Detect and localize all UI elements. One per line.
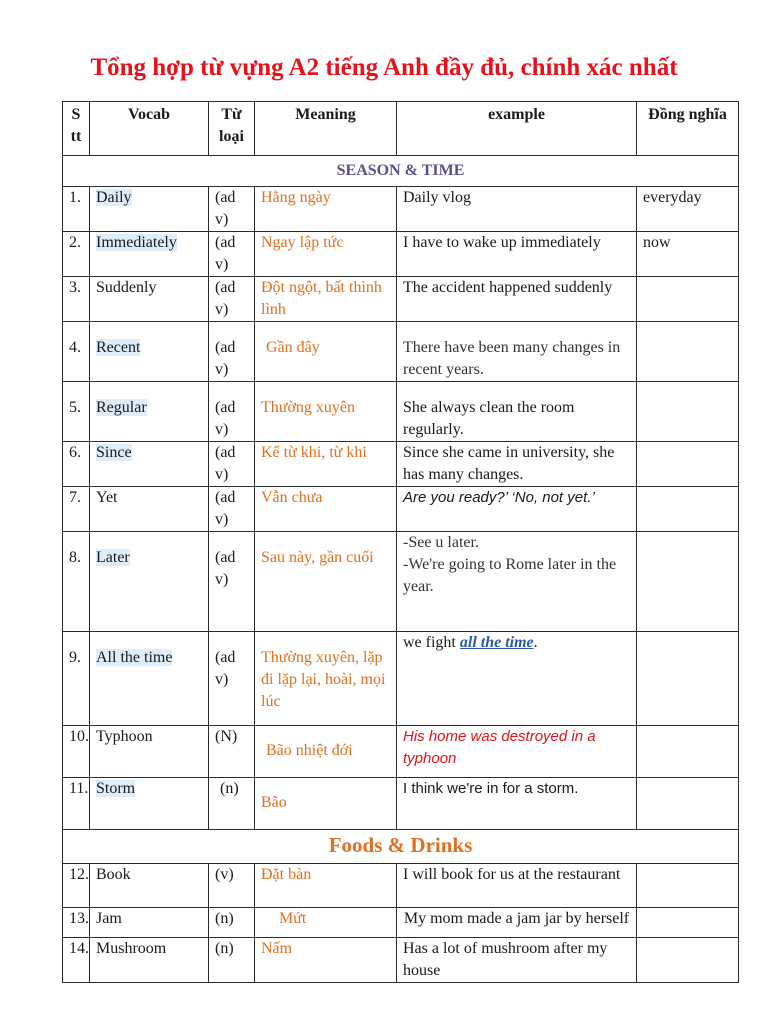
cell-synonym (637, 938, 739, 983)
cell-example: Are you ready?’ ‘No, not yet.’ (397, 487, 637, 532)
cell-example: Daily vlog (397, 187, 637, 232)
cell-example: I will book for us at the restaurant (397, 864, 637, 908)
table-row (63, 908, 739, 938)
cell-type: (ad v) (209, 487, 255, 532)
cell-synonym: everyday (637, 187, 739, 232)
cell-synonym (637, 726, 739, 778)
cell-example: His home was destroyed in a typhoon (397, 726, 637, 778)
cell-stt: 10. (63, 726, 90, 778)
example-text-end: . (533, 634, 538, 651)
header-synonym: Đồng nghĩa (637, 102, 739, 156)
table-row (63, 938, 739, 983)
cell-example: The accident happened suddenly (397, 277, 637, 322)
cell-vocab: Mushroom (90, 938, 209, 983)
header-vocab: Vocab (90, 102, 209, 156)
table-row (63, 382, 739, 442)
header-example: example (397, 102, 637, 156)
example-link[interactable]: all the time (459, 634, 534, 651)
cell-vocab: Immediately (96, 234, 177, 251)
cell-example: Since she came in university, she has many changes. (397, 442, 637, 487)
cell-type: (ad v) (209, 442, 255, 487)
table-row (63, 632, 739, 726)
table-row (63, 726, 739, 778)
cell-example: I think we're in for a storm. (397, 778, 637, 830)
cell-vocab: Later (96, 549, 130, 566)
header-stt: S tt (63, 102, 90, 156)
cell-example (397, 632, 637, 726)
cell-example: Has a lot of mushroom after my house (397, 938, 637, 983)
cell-stt: 5. (63, 382, 90, 442)
cell-stt: 1. (63, 187, 90, 232)
header-meaning: Meaning (255, 102, 397, 156)
cell-example: My mom made a jam jar by herself (397, 908, 637, 938)
cell-stt: 14. (63, 938, 90, 983)
cell-type: (ad v) (209, 322, 255, 382)
page-title: Tổng hợp từ vựng A2 tiếng Anh đầy đủ, chính xác nhất (90, 54, 678, 81)
section-heading-season: SEASON & TIME (336, 162, 465, 179)
table-row (63, 442, 739, 487)
table-row (63, 232, 739, 277)
cell-vocab: Typhoon (90, 726, 209, 778)
cell-vocab: Since (96, 444, 132, 461)
table-row (63, 322, 739, 382)
cell-synonym (637, 532, 739, 632)
cell-meaning: Sau này, gần cuối (255, 532, 397, 632)
cell-stt: 11. (63, 778, 90, 830)
cell-stt: 2. (63, 232, 90, 277)
cell-example: I have to wake up immediately (397, 232, 637, 277)
cell-vocab: Suddenly (90, 277, 209, 322)
header-row (63, 102, 739, 156)
cell-type: (n) (209, 778, 255, 830)
cell-vocab: Daily (96, 189, 132, 206)
cell-vocab: Yet (90, 487, 209, 532)
table-row (63, 864, 739, 908)
cell-synonym (637, 382, 739, 442)
cell-vocab: Regular (96, 399, 147, 416)
cell-meaning: Ngay lập tức (255, 232, 397, 277)
cell-stt: 6. (63, 442, 90, 487)
table-row (63, 487, 739, 532)
cell-type: (ad v) (209, 277, 255, 322)
cell-synonym (637, 277, 739, 322)
cell-type: (ad v) (209, 187, 255, 232)
cell-vocab: Storm (96, 780, 136, 797)
cell-synonym (637, 487, 739, 532)
cell-synonym (637, 322, 739, 382)
cell-type: (ad v) (209, 382, 255, 442)
cell-stt: 13. (63, 908, 90, 938)
cell-type: (ad v) (209, 232, 255, 277)
section-row (63, 156, 739, 187)
cell-meaning: Hằng ngày (255, 187, 397, 232)
cell-synonym (637, 778, 739, 830)
cell-meaning: Kể từ khi, từ khi (255, 442, 397, 487)
header-type: Từ loại (209, 102, 255, 156)
cell-vocab: Book (90, 864, 209, 908)
table-row (63, 532, 739, 632)
table-row (63, 187, 739, 232)
example-text: we fight (403, 634, 460, 651)
table-row (63, 277, 739, 322)
cell-example (397, 532, 637, 632)
cell-stt: 4. (63, 322, 90, 382)
cell-vocab: Recent (96, 339, 141, 356)
example-line-2: -We're going to Rome later in the year. (403, 556, 617, 595)
cell-vocab: All the time (96, 649, 173, 666)
cell-type: (ad v) (209, 532, 255, 632)
cell-meaning: Mứt (255, 908, 397, 938)
cell-vocab: Jam (90, 908, 209, 938)
cell-stt: 8. (63, 532, 90, 632)
cell-meaning: Thường xuyên, lặp đi lặp lại, hoài, mọi lúc (255, 632, 397, 726)
cell-example: There have been many changes in recent years. (397, 322, 637, 382)
cell-type: (ad v) (209, 632, 255, 726)
cell-type: (v) (209, 864, 255, 908)
cell-meaning: Bão (255, 778, 397, 830)
cell-synonym (637, 908, 739, 938)
cell-meaning: Thường xuyên (255, 382, 397, 442)
cell-meaning: Vẫn chưa (255, 487, 397, 532)
cell-stt: 3. (63, 277, 90, 322)
cell-stt: 7. (63, 487, 90, 532)
cell-synonym (637, 632, 739, 726)
cell-type: (n) (209, 908, 255, 938)
cell-meaning: Bão nhiệt đới (255, 726, 397, 778)
cell-meaning: Đột ngột, bất thình lình (255, 277, 397, 322)
cell-meaning: Nấm (255, 938, 397, 983)
cell-synonym (637, 864, 739, 908)
example-line-1: -See u later. (403, 534, 479, 551)
cell-type: (n) (209, 938, 255, 983)
cell-synonym (637, 442, 739, 487)
table-row (63, 778, 739, 830)
section-row (63, 830, 739, 864)
cell-stt: 9. (63, 632, 90, 726)
cell-example: She always clean the room regularly. (397, 382, 637, 442)
cell-type: (N) (209, 726, 255, 778)
cell-stt: 12. (63, 864, 90, 908)
vocab-table (62, 101, 739, 983)
cell-synonym: now (637, 232, 739, 277)
cell-meaning: Đặt bàn (255, 864, 397, 908)
section-heading-foods: Foods & Drinks (328, 833, 473, 857)
cell-meaning: Gần đây (255, 322, 397, 382)
